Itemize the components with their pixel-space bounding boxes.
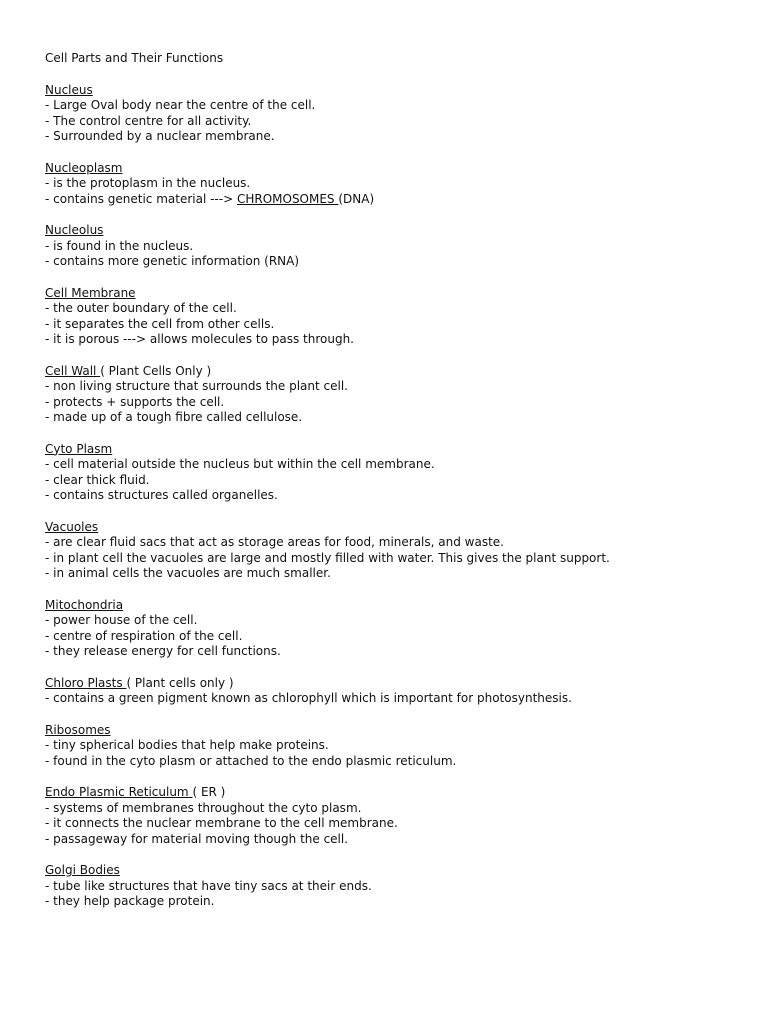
section-heading-title: Mitochondria xyxy=(45,597,124,612)
section-heading-title: Cyto Plasm xyxy=(45,441,113,456)
bullet-line: - Large Oval body near the centre of the cell. xyxy=(45,98,316,112)
section-heading xyxy=(45,863,745,879)
bullet-line: - power house of the cell. xyxy=(45,613,198,627)
bullet-line: - clear thick fluid. xyxy=(45,472,150,487)
bullet-line: - they help package protein. xyxy=(45,894,215,908)
bullet-line: - tube like structures that have tiny sacs at their ends. xyxy=(45,878,372,893)
section-heading-note: ( Plant cells only ) xyxy=(126,675,234,690)
bullet-line: - systems of membranes throughout the cyto plasm. xyxy=(45,800,362,815)
section-heading xyxy=(45,223,745,239)
section-heading-title: Nucleolus xyxy=(45,223,104,237)
bullet-line: - found in the cyto plasm or attached to the endo plasmic reticulum. xyxy=(45,753,457,768)
bullet-line: - The control centre for all activity. xyxy=(45,113,252,128)
section-heading xyxy=(45,364,745,380)
document-page xyxy=(45,51,745,926)
section xyxy=(45,83,745,145)
section xyxy=(45,863,745,910)
section-heading xyxy=(45,785,745,801)
section-heading-title: Chloro Plasts xyxy=(45,675,127,690)
section-heading xyxy=(45,286,745,302)
section-heading-title: Ribosomes xyxy=(45,722,111,737)
section-heading xyxy=(45,442,745,458)
bullet-line: - protects + supports the cell. xyxy=(45,394,225,409)
bullet-line: - centre of respiration of the cell. xyxy=(45,628,243,643)
bullet-line: - are clear fluid sacs that act as storage areas for food, minerals, and waste. xyxy=(45,535,504,549)
section xyxy=(45,223,745,270)
section xyxy=(45,442,745,504)
bullet-line-suffix: (DNA) xyxy=(338,191,375,206)
section xyxy=(45,161,745,208)
section-heading-title: Nucleoplasm xyxy=(45,160,123,175)
bullet-line: - non living structure that surrounds the plant cell. xyxy=(45,379,348,393)
bullet-line: - they release energy for cell functions. xyxy=(45,644,281,658)
section-heading xyxy=(45,83,745,99)
sections-container xyxy=(45,83,745,910)
section-heading-title: Nucleus xyxy=(45,82,93,97)
section-heading-title: Endo Plasmic Reticulum xyxy=(45,785,193,799)
bullet-line: - the outer boundary of the cell. xyxy=(45,301,237,315)
bullet-line: - contains more genetic information (RNA) xyxy=(45,254,300,268)
section xyxy=(45,598,745,660)
chromosomes-term: CHROMOSOMES xyxy=(236,191,339,206)
bullet-line: - tiny spherical bodies that help make proteins. xyxy=(45,738,329,752)
section-heading xyxy=(45,161,745,177)
section-heading-title: Cell Membrane xyxy=(45,285,136,300)
section xyxy=(45,676,745,707)
bullet-line: - contains structures called organelles. xyxy=(45,488,278,502)
section-heading-title: Vacuoles xyxy=(45,519,99,534)
bullet-line: - in animal cells the vacuoles are much smaller. xyxy=(45,566,331,580)
bullet-line: - in plant cell the vacuoles are large and mostly filled with water. This gives the plant support. xyxy=(45,550,610,565)
section-heading-title: Golgi Bodies xyxy=(45,863,120,877)
section-heading-note: ( Plant Cells Only ) xyxy=(100,363,212,378)
bullet-line xyxy=(45,192,745,208)
bullet-line: - contains a green pigment known as chlorophyll which is important for photosynthesis. xyxy=(45,691,572,705)
bullet-line-prefix: - contains genetic material ---> xyxy=(45,191,237,206)
document-title: Cell Parts and Their Functions xyxy=(45,51,224,65)
bullet-line: - passageway for material moving though the cell. xyxy=(45,831,349,846)
section-heading xyxy=(45,723,745,739)
section-heading xyxy=(45,598,745,614)
bullet-line: - made up of a tough fibre called cellulose. xyxy=(45,410,303,424)
section-heading-title: Cell Wall xyxy=(45,363,101,378)
section-heading xyxy=(45,520,745,536)
bullet-line: - it separates the cell from other cells. xyxy=(45,316,275,331)
section-heading-note: ( ER ) xyxy=(192,785,226,799)
bullet-line: - it is porous ---> allows molecules to pass through. xyxy=(45,332,354,346)
bullet-line: - is the protoplasm in the nucleus. xyxy=(45,176,251,190)
bullet-line: - is found in the nucleus. xyxy=(45,238,194,253)
section xyxy=(45,785,745,847)
bullet-line: - cell material outside the nucleus but within the cell membrane. xyxy=(45,457,435,471)
section-heading xyxy=(45,676,745,692)
section xyxy=(45,520,745,582)
section xyxy=(45,723,745,770)
section xyxy=(45,364,745,426)
bullet-line: - Surrounded by a nuclear membrane. xyxy=(45,129,275,143)
section xyxy=(45,286,745,348)
bullet-line: - it connects the nuclear membrane to the cell membrane. xyxy=(45,816,398,830)
